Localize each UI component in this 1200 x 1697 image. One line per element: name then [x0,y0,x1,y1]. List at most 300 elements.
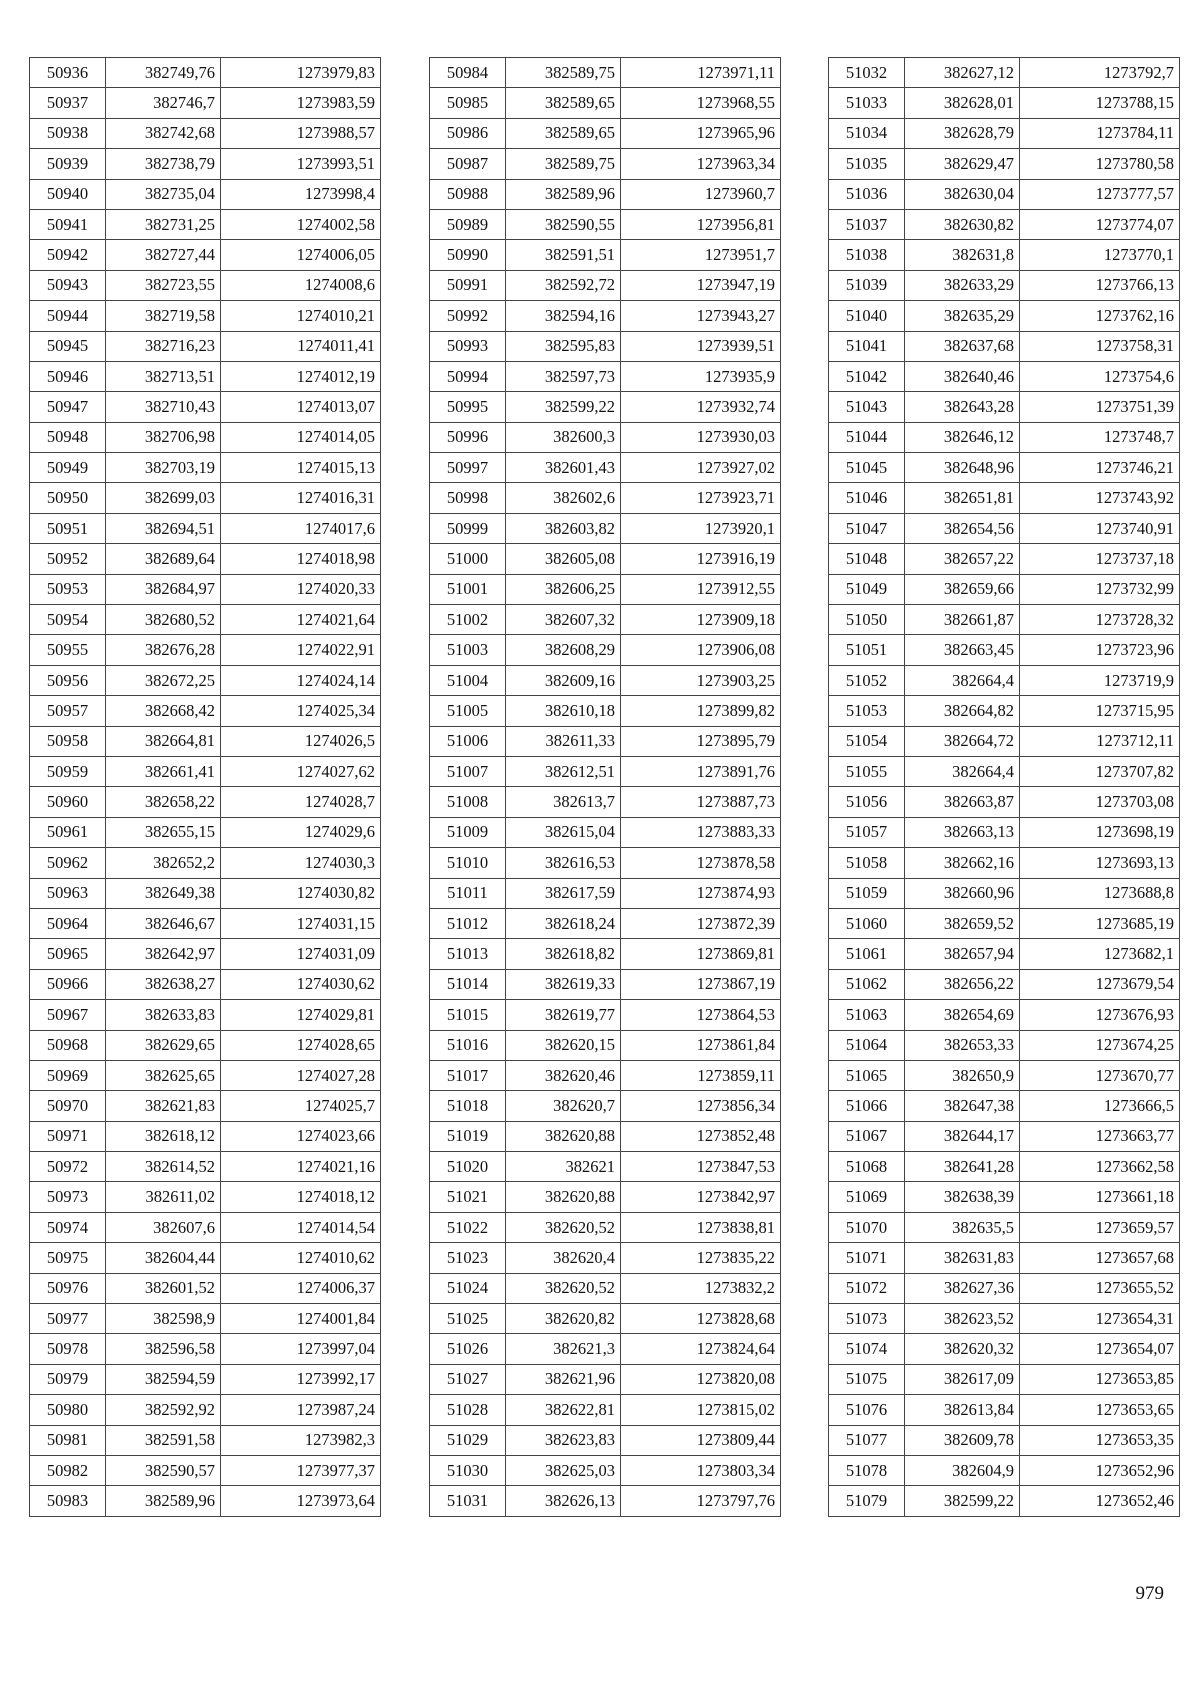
table-row [829,848,1180,878]
table-row [30,179,381,209]
point-number-cell: 51052 [829,665,905,695]
x-coordinate-cell: 382650,9 [905,1060,1020,1090]
table-row [829,483,1180,513]
x-coordinate-cell: 382627,12 [905,58,1020,88]
y-coordinate-cell: 1273685,19 [1020,908,1180,938]
point-number-cell: 51053 [829,696,905,726]
y-coordinate-cell: 1273707,82 [1020,756,1180,786]
y-coordinate-cell: 1273719,9 [1020,665,1180,695]
x-coordinate-cell: 382647,38 [905,1091,1020,1121]
y-coordinate-cell: 1273728,32 [1020,605,1180,635]
y-coordinate-cell: 1274026,5 [221,726,381,756]
table-row [829,331,1180,361]
point-number-cell: 50968 [30,1030,106,1060]
table-row [829,939,1180,969]
table-row [829,1395,1180,1425]
x-coordinate-cell: 382599,22 [506,392,621,422]
y-coordinate-cell: 1274021,16 [221,1152,381,1182]
y-coordinate-cell: 1274016,31 [221,483,381,513]
point-number-cell: 51068 [829,1152,905,1182]
y-coordinate-cell: 1274030,3 [221,848,381,878]
y-coordinate-cell: 1273746,21 [1020,453,1180,483]
x-coordinate-cell: 382599,22 [905,1486,1020,1516]
point-number-cell: 51039 [829,270,905,300]
point-number-cell: 51016 [430,1030,506,1060]
y-coordinate-cell: 1274021,64 [221,605,381,635]
y-coordinate-cell: 1273766,13 [1020,270,1180,300]
y-coordinate-cell: 1273988,57 [221,118,381,148]
point-number-cell: 51076 [829,1395,905,1425]
y-coordinate-cell: 1273712,11 [1020,726,1180,756]
table-row [829,574,1180,604]
y-coordinate-cell: 1273956,81 [621,209,781,239]
table-row [430,361,781,391]
point-number-cell: 51056 [829,787,905,817]
point-number-cell: 50982 [30,1455,106,1485]
table-row [30,1060,381,1090]
x-coordinate-cell: 382619,77 [506,1000,621,1030]
point-number-cell: 51003 [430,635,506,665]
x-coordinate-cell: 382638,27 [106,969,221,999]
point-number-cell: 50978 [30,1334,106,1364]
y-coordinate-cell: 1273654,07 [1020,1334,1180,1364]
x-coordinate-cell: 382589,75 [506,149,621,179]
table-row [829,513,1180,543]
x-coordinate-cell: 382652,2 [106,848,221,878]
y-coordinate-cell: 1273653,65 [1020,1395,1180,1425]
table-row [430,179,781,209]
table-row [829,1304,1180,1334]
x-coordinate-cell: 382609,16 [506,665,621,695]
x-coordinate-cell: 382589,96 [106,1486,221,1516]
table-row [430,848,781,878]
table-row [829,1455,1180,1485]
y-coordinate-cell: 1274011,41 [221,331,381,361]
point-number-cell: 51022 [430,1212,506,1242]
table-row [829,392,1180,422]
x-coordinate-cell: 382621,96 [506,1364,621,1394]
table-row [829,1364,1180,1394]
x-coordinate-cell: 382656,22 [905,969,1020,999]
x-coordinate-cell: 382723,55 [106,270,221,300]
table-row [829,969,1180,999]
point-number-cell: 51005 [430,696,506,726]
x-coordinate-cell: 382628,79 [905,118,1020,148]
y-coordinate-cell: 1273909,18 [621,605,781,635]
y-coordinate-cell: 1273698,19 [1020,817,1180,847]
table-row [829,635,1180,665]
x-coordinate-cell: 382643,28 [905,392,1020,422]
x-coordinate-cell: 382663,45 [905,635,1020,665]
x-coordinate-cell: 382735,04 [106,179,221,209]
table-row [829,1212,1180,1242]
table-row [30,483,381,513]
x-coordinate-cell: 382657,94 [905,939,1020,969]
table-row [430,1030,781,1060]
x-coordinate-cell: 382620,4 [506,1243,621,1273]
point-number-cell: 50985 [430,88,506,118]
table-row [829,118,1180,148]
y-coordinate-cell: 1273982,3 [221,1425,381,1455]
y-coordinate-cell: 1273832,2 [621,1273,781,1303]
y-coordinate-cell: 1273655,52 [1020,1273,1180,1303]
x-coordinate-cell: 382694,51 [106,513,221,543]
point-number-cell: 51035 [829,149,905,179]
table-row [30,696,381,726]
y-coordinate-cell: 1274031,15 [221,908,381,938]
table-row [829,1425,1180,1455]
x-coordinate-cell: 382644,17 [905,1121,1020,1151]
x-coordinate-cell: 382630,82 [905,209,1020,239]
point-number-cell: 51066 [829,1091,905,1121]
point-number-cell: 51058 [829,848,905,878]
table-row [430,483,781,513]
y-coordinate-cell: 1274029,6 [221,817,381,847]
x-coordinate-cell: 382659,52 [905,908,1020,938]
x-coordinate-cell: 382601,52 [106,1273,221,1303]
point-number-cell: 51002 [430,605,506,635]
x-coordinate-cell: 382655,15 [106,817,221,847]
point-number-cell: 50971 [30,1121,106,1151]
table-row [430,270,781,300]
y-coordinate-cell: 1273856,34 [621,1091,781,1121]
y-coordinate-cell: 1274025,7 [221,1091,381,1121]
point-number-cell: 51064 [829,1030,905,1060]
point-number-cell: 51023 [430,1243,506,1273]
point-number-cell: 50950 [30,483,106,513]
table-row [829,1152,1180,1182]
table-row [829,817,1180,847]
y-coordinate-cell: 1273864,53 [621,1000,781,1030]
x-coordinate-cell: 382613,84 [905,1395,1020,1425]
x-coordinate-cell: 382604,44 [106,1243,221,1273]
point-number-cell: 50998 [430,483,506,513]
y-coordinate-cell: 1273983,59 [221,88,381,118]
table-row [430,696,781,726]
y-coordinate-cell: 1274031,09 [221,939,381,969]
table-row [30,118,381,148]
x-coordinate-cell: 382710,43 [106,392,221,422]
table-row [430,726,781,756]
point-number-cell: 51074 [829,1334,905,1364]
x-coordinate-cell: 382612,51 [506,756,621,786]
y-coordinate-cell: 1273960,7 [621,179,781,209]
table-row [430,1212,781,1242]
y-coordinate-cell: 1274006,05 [221,240,381,270]
table-row [430,1152,781,1182]
point-number-cell: 51055 [829,756,905,786]
y-coordinate-cell: 1273935,9 [621,361,781,391]
point-number-cell: 50944 [30,301,106,331]
point-number-cell: 50959 [30,756,106,786]
x-coordinate-cell: 382746,7 [106,88,221,118]
coordinate-table-1 [29,57,381,1517]
point-number-cell: 51032 [829,58,905,88]
y-coordinate-cell: 1273784,11 [1020,118,1180,148]
y-coordinate-cell: 1273939,51 [621,331,781,361]
point-number-cell: 50999 [430,513,506,543]
table-row [829,1091,1180,1121]
x-coordinate-cell: 382623,83 [506,1425,621,1455]
x-coordinate-cell: 382664,4 [905,665,1020,695]
table-row [30,726,381,756]
point-number-cell: 51067 [829,1121,905,1151]
point-number-cell: 50936 [30,58,106,88]
x-coordinate-cell: 382684,97 [106,574,221,604]
point-number-cell: 51071 [829,1243,905,1273]
table-row [30,1152,381,1182]
table-row [430,665,781,695]
table-row [430,149,781,179]
y-coordinate-cell: 1273824,64 [621,1334,781,1364]
table-row [829,1243,1180,1273]
x-coordinate-cell: 382620,32 [905,1334,1020,1364]
y-coordinate-cell: 1273912,55 [621,574,781,604]
point-number-cell: 50941 [30,209,106,239]
y-coordinate-cell: 1274024,14 [221,665,381,695]
y-coordinate-cell: 1273770,1 [1020,240,1180,270]
point-number-cell: 50972 [30,1152,106,1182]
x-coordinate-cell: 382660,96 [905,878,1020,908]
x-coordinate-cell: 382646,67 [106,908,221,938]
point-number-cell: 50937 [30,88,106,118]
point-number-cell: 51012 [430,908,506,938]
table-row [829,149,1180,179]
point-number-cell: 50938 [30,118,106,148]
table-row [430,878,781,908]
y-coordinate-cell: 1273715,95 [1020,696,1180,726]
y-coordinate-cell: 1274017,6 [221,513,381,543]
table-row [829,605,1180,635]
point-number-cell: 51034 [829,118,905,148]
x-coordinate-cell: 382617,59 [506,878,621,908]
table-row [30,361,381,391]
point-number-cell: 51008 [430,787,506,817]
table-row [30,544,381,574]
x-coordinate-cell: 382668,42 [106,696,221,726]
y-coordinate-cell: 1273987,24 [221,1395,381,1425]
point-number-cell: 50951 [30,513,106,543]
y-coordinate-cell: 1273920,1 [621,513,781,543]
y-coordinate-cell: 1273872,39 [621,908,781,938]
table-row [829,209,1180,239]
table-row [829,544,1180,574]
x-coordinate-cell: 382635,5 [905,1212,1020,1242]
table-row [30,1425,381,1455]
point-number-cell: 50996 [430,422,506,452]
y-coordinate-cell: 1273965,96 [621,118,781,148]
point-number-cell: 51026 [430,1334,506,1364]
table-row [30,270,381,300]
y-coordinate-cell: 1273652,96 [1020,1455,1180,1485]
table-row [430,422,781,452]
x-coordinate-cell: 382620,15 [506,1030,621,1060]
y-coordinate-cell: 1273777,57 [1020,179,1180,209]
y-coordinate-cell: 1273661,18 [1020,1182,1180,1212]
y-coordinate-cell: 1273903,25 [621,665,781,695]
point-number-cell: 51061 [829,939,905,969]
coordinate-table-2 [429,57,781,1517]
x-coordinate-cell: 382606,25 [506,574,621,604]
y-coordinate-cell: 1273676,93 [1020,1000,1180,1030]
x-coordinate-cell: 382596,58 [106,1334,221,1364]
y-coordinate-cell: 1273973,64 [221,1486,381,1516]
coordinate-table-3 [828,57,1180,1517]
x-coordinate-cell: 382646,12 [905,422,1020,452]
x-coordinate-cell: 382727,44 [106,240,221,270]
table-row [30,331,381,361]
y-coordinate-cell: 1273867,19 [621,969,781,999]
point-number-cell: 50967 [30,1000,106,1030]
x-coordinate-cell: 382629,47 [905,149,1020,179]
point-number-cell: 50977 [30,1304,106,1334]
point-number-cell: 50954 [30,605,106,635]
y-coordinate-cell: 1274010,21 [221,301,381,331]
point-number-cell: 50956 [30,665,106,695]
table-row [430,1000,781,1030]
point-number-cell: 51062 [829,969,905,999]
x-coordinate-cell: 382618,24 [506,908,621,938]
x-coordinate-cell: 382626,13 [506,1486,621,1516]
point-number-cell: 51000 [430,544,506,574]
y-coordinate-cell: 1273895,79 [621,726,781,756]
x-coordinate-cell: 382620,52 [506,1212,621,1242]
point-number-cell: 51033 [829,88,905,118]
x-coordinate-cell: 382600,3 [506,422,621,452]
point-number-cell: 50942 [30,240,106,270]
y-coordinate-cell: 1274012,19 [221,361,381,391]
y-coordinate-cell: 1274006,37 [221,1273,381,1303]
y-coordinate-cell: 1273657,68 [1020,1243,1180,1273]
point-number-cell: 51011 [430,878,506,908]
table-row [829,756,1180,786]
point-number-cell: 51013 [430,939,506,969]
point-number-cell: 50981 [30,1425,106,1455]
table-row [430,1304,781,1334]
x-coordinate-cell: 382590,55 [506,209,621,239]
point-number-cell: 51060 [829,908,905,938]
point-number-cell: 50940 [30,179,106,209]
y-coordinate-cell: 1274022,91 [221,635,381,665]
x-coordinate-cell: 382597,73 [506,361,621,391]
point-number-cell: 50964 [30,908,106,938]
x-coordinate-cell: 382616,53 [506,848,621,878]
y-coordinate-cell: 1273828,68 [621,1304,781,1334]
x-coordinate-cell: 382615,04 [506,817,621,847]
y-coordinate-cell: 1273916,19 [621,544,781,574]
x-coordinate-cell: 382706,98 [106,422,221,452]
x-coordinate-cell: 382607,32 [506,605,621,635]
x-coordinate-cell: 382621,83 [106,1091,221,1121]
table-row [30,665,381,695]
y-coordinate-cell: 1274014,54 [221,1212,381,1242]
y-coordinate-cell: 1273859,11 [621,1060,781,1090]
table-row [430,574,781,604]
x-coordinate-cell: 382625,03 [506,1455,621,1485]
point-number-cell: 51020 [430,1152,506,1182]
table-row [30,756,381,786]
table-row [30,1486,381,1516]
point-number-cell: 51048 [829,544,905,574]
y-coordinate-cell: 1273951,7 [621,240,781,270]
point-number-cell: 51027 [430,1364,506,1394]
y-coordinate-cell: 1273788,15 [1020,88,1180,118]
x-coordinate-cell: 382638,39 [905,1182,1020,1212]
x-coordinate-cell: 382594,59 [106,1364,221,1394]
y-coordinate-cell: 1273743,92 [1020,483,1180,513]
y-coordinate-cell: 1274027,28 [221,1060,381,1090]
x-coordinate-cell: 382664,4 [905,756,1020,786]
y-coordinate-cell: 1273666,5 [1020,1091,1180,1121]
table-row [430,1273,781,1303]
x-coordinate-cell: 382689,64 [106,544,221,574]
x-coordinate-cell: 382589,96 [506,179,621,209]
table-row [430,1182,781,1212]
point-number-cell: 51078 [829,1455,905,1485]
y-coordinate-cell: 1274025,34 [221,696,381,726]
y-coordinate-cell: 1273732,99 [1020,574,1180,604]
y-coordinate-cell: 1273977,37 [221,1455,381,1485]
table-row [430,392,781,422]
y-coordinate-cell: 1273682,1 [1020,939,1180,969]
x-coordinate-cell: 382605,08 [506,544,621,574]
point-number-cell: 50988 [430,179,506,209]
table-row [430,453,781,483]
table-row [430,1364,781,1394]
y-coordinate-cell: 1273993,51 [221,149,381,179]
table-row [30,605,381,635]
table-row [829,1000,1180,1030]
point-number-cell: 51030 [430,1455,506,1485]
x-coordinate-cell: 382657,22 [905,544,1020,574]
point-number-cell: 51018 [430,1091,506,1121]
x-coordinate-cell: 382663,87 [905,787,1020,817]
table-row [829,1334,1180,1364]
x-coordinate-cell: 382622,81 [506,1395,621,1425]
table-row [430,544,781,574]
table-row [430,1425,781,1455]
x-coordinate-cell: 382592,72 [506,270,621,300]
point-number-cell: 50961 [30,817,106,847]
table-row [430,787,781,817]
x-coordinate-cell: 382595,83 [506,331,621,361]
y-coordinate-cell: 1273653,35 [1020,1425,1180,1455]
table-row [829,726,1180,756]
y-coordinate-cell: 1273758,31 [1020,331,1180,361]
table-row [829,453,1180,483]
table-row [30,1455,381,1485]
x-coordinate-cell: 382661,87 [905,605,1020,635]
x-coordinate-cell: 382676,28 [106,635,221,665]
y-coordinate-cell: 1274015,13 [221,453,381,483]
y-coordinate-cell: 1273774,07 [1020,209,1180,239]
y-coordinate-cell: 1273874,93 [621,878,781,908]
y-coordinate-cell: 1273723,96 [1020,635,1180,665]
point-number-cell: 51004 [430,665,506,695]
y-coordinate-cell: 1274018,12 [221,1182,381,1212]
x-coordinate-cell: 382719,58 [106,301,221,331]
x-coordinate-cell: 382621,3 [506,1334,621,1364]
point-number-cell: 50952 [30,544,106,574]
point-number-cell: 51045 [829,453,905,483]
x-coordinate-cell: 382601,43 [506,453,621,483]
point-number-cell: 51041 [829,331,905,361]
table-row [30,1212,381,1242]
table-row [30,88,381,118]
table-row [430,301,781,331]
y-coordinate-cell: 1274010,62 [221,1243,381,1273]
x-coordinate-cell: 382631,8 [905,240,1020,270]
